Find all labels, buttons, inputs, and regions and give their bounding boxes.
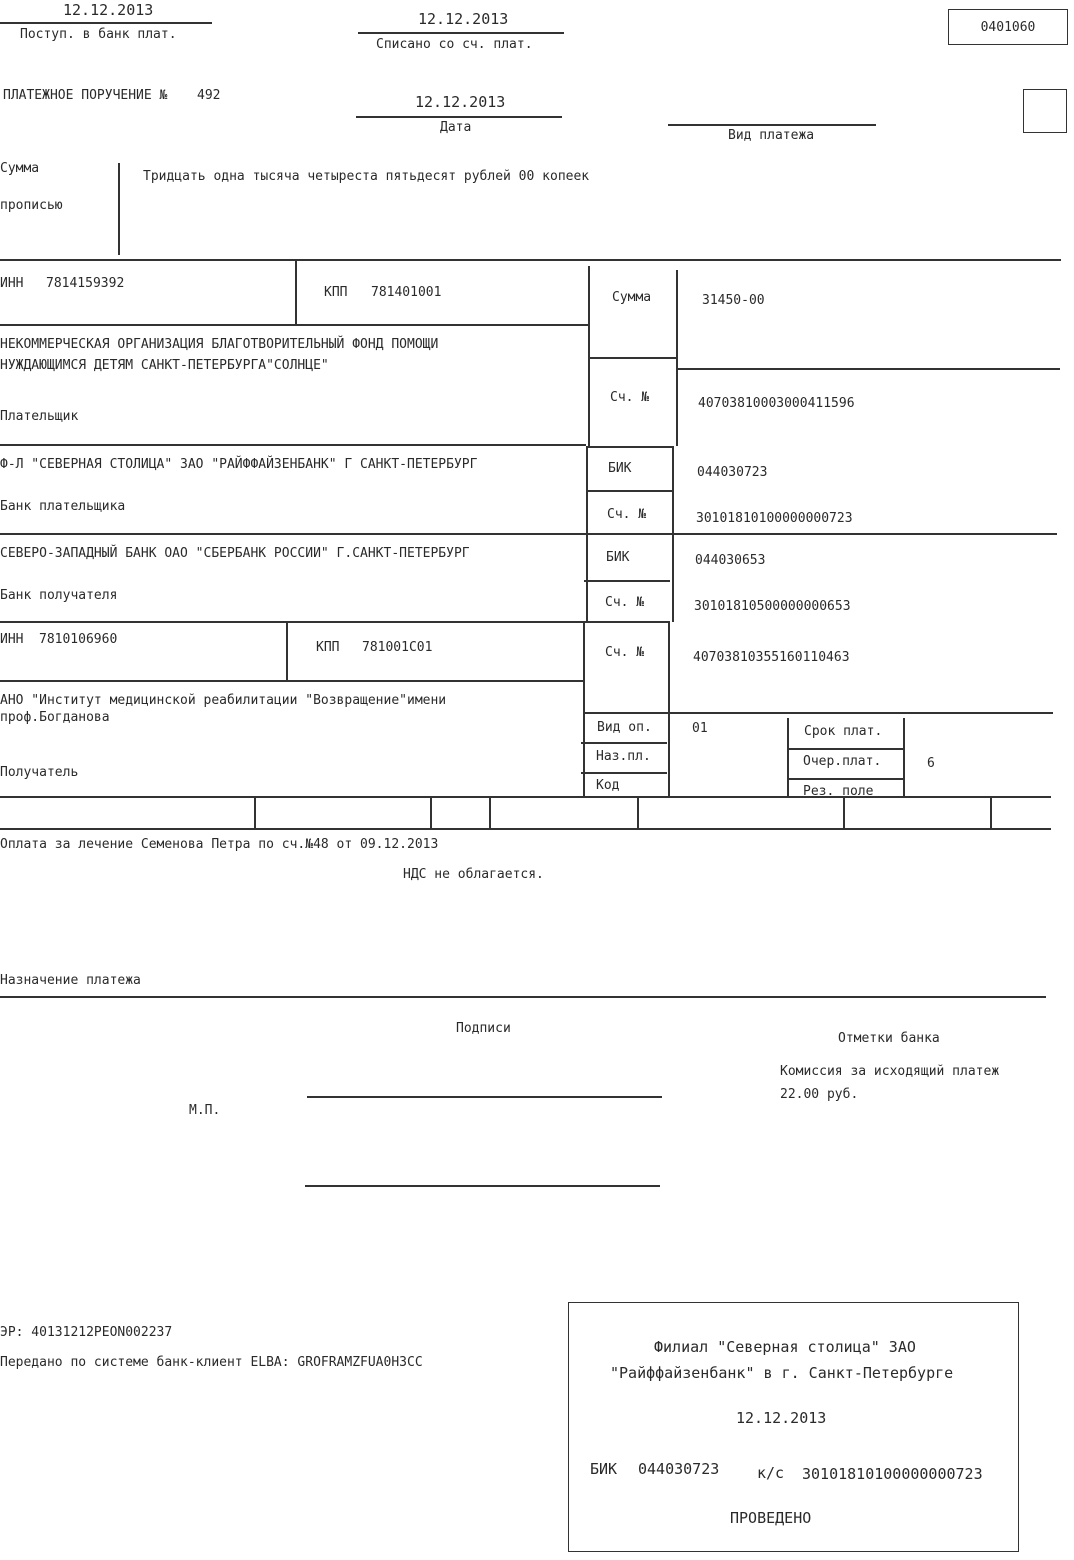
received-date: 12.12.2013 [63,1,154,19]
payer-inn-label: ИНН [0,276,24,291]
grid-line [430,796,432,828]
payee-name-line1: АНО "Институт медицинской реабилитации "Возвращение"имени [0,693,447,708]
payee-label: Получатель [0,765,79,780]
grid-line [583,712,1053,714]
payment-type-box [1023,89,1067,133]
commission-line2: 22.00 руб. [780,1087,859,1102]
payer-label: Плательщик [0,409,79,424]
bank-stamp-status: ПРОВЕДЕНО [730,1509,812,1527]
received-label: Поступ. в банк плат. [20,27,177,42]
grid-line [586,446,588,621]
due-label: Срок плат. [804,724,883,739]
payer-amount: 31450-00 [702,293,765,308]
bank-stamp-line2: "Райффайзенбанк" в г. Санкт-Петербурге [610,1364,954,1382]
signature-line-1 [307,1096,662,1098]
purpose-label: Назначение платежа [0,973,141,988]
payer-bank-bik: 044030723 [697,465,768,480]
order-number: 492 [197,88,221,103]
amount-words-text: Тридцать одна тысяча четыреста пятьдесят рублей 00 копеек [143,169,590,184]
grid-line [0,680,583,682]
grid-line [668,622,670,798]
payee-inn: 7810106960 [39,632,118,647]
payer-bank-account: 30101810100000000723 [696,511,853,526]
signatures-label: Подписи [456,1021,511,1036]
bank-stamp-bik-label: БИК [590,1460,618,1478]
commission-line1: Комиссия за исходящий платеж [780,1064,1000,1079]
payer-kpp: 781401001 [371,285,442,300]
grid-line [787,718,789,798]
payer-name-line1: НЕКОММЕРЧЕСКАЯ ОРГАНИЗАЦИЯ БЛАГОТВОРИТЕЛЬНЫЙ ФОНД ПОМОЩИ [0,337,439,352]
payer-amount-label: Сумма [612,290,652,305]
received-date-line [0,22,212,24]
payee-bank-bik: 044030653 [695,553,766,568]
stamp-label: М.П. [189,1103,221,1118]
grid-line [588,357,676,359]
bank-stamp-ks-label: к/с [757,1464,785,1482]
amount-words-label-2: прописью [0,198,63,213]
debited-date-line [358,32,564,34]
purpose-line1: Оплата за лечение Семенова Петра по сч.№48 от 09.12.2013 [0,837,439,852]
payee-account: 40703810355160110463 [693,650,850,665]
form-code-box [948,9,1068,45]
payee-bank-label: Банк получателя [0,588,118,603]
grid-line [584,580,670,582]
grid-line [581,742,667,744]
order-title: ПЛАТЕЖНОЕ ПОРУЧЕНИЕ № [3,88,168,103]
reserve-label: Рез. поле [803,784,874,799]
grid-line [788,778,904,780]
debited-label: Списано со сч. плат. [376,37,533,52]
grid-line [676,270,678,446]
purpose-line2: НДС не облагается. [403,867,544,882]
payee-account-label: Сч. № [605,645,645,660]
priority-label: Очер.плат. [803,754,882,769]
amount-words-label-1: Сумма [0,161,40,176]
payee-kpp: 781001C01 [362,640,433,655]
payer-name-line2: НУЖДАЮЩИМСЯ ДЕТЯМ САНКТ-ПЕТЕРБУРГА"СОЛНЦЕ" [0,358,329,373]
op-type-label: Вид оп. [597,720,652,735]
payer-bank-account-label: Сч. № [607,507,647,522]
bank-stamp-line1: Филиал "Северная столица" ЗАО [654,1338,916,1356]
grid-line [676,368,1060,370]
grid-line [254,796,256,828]
footer-ref: ЭР: 40131212PEON002237 [0,1325,173,1340]
payer-inn: 7814159392 [46,276,125,291]
footer-transfer: Передано по системе банк-клиент ELBA: GROFRAMZFUA0H3CC [0,1355,423,1370]
payment-type-line [668,124,876,126]
priority-value: 6 [927,756,935,771]
grid-line [843,796,845,828]
payee-bank-bik-label: БИК [606,550,630,565]
code-label: Код [596,778,620,793]
grid-line [0,621,670,623]
payee-kpp-label: КПП [316,640,340,655]
grid-line [672,446,674,622]
purpose-code-label: Наз.пл. [596,749,651,764]
payee-bank-name: СЕВЕРО-ЗАПАДНЫЙ БАНК ОАО "СБЕРБАНК РОССИИ" Г.САНКТ-ПЕТЕРБУРГ [0,546,470,561]
bank-marks-label: Отметки банка [838,1031,940,1046]
payer-account: 40703810003000411596 [698,396,855,411]
grid-line [903,718,905,798]
grid-line [0,533,1057,535]
payer-bank-label: Банк плательщика [0,499,126,514]
payee-name-line2: проф.Богданова [0,710,110,725]
payment-type-label: Вид платежа [728,128,815,143]
grid-line [581,772,667,774]
order-date: 12.12.2013 [415,93,506,111]
payer-account-label: Сч. № [610,390,650,405]
purpose-line [0,996,1046,998]
debited-date: 12.12.2013 [418,10,509,28]
form-code: 0401060 [980,19,1036,35]
grid-line [788,748,904,750]
payer-kpp-label: КПП [324,285,348,300]
order-date-line [356,116,562,118]
grid-line [0,444,586,446]
grid-line [0,828,1051,830]
payee-bank-account-label: Сч. № [605,595,645,610]
amount-words-divider [118,163,120,255]
signature-line-2 [305,1185,660,1187]
bank-stamp-date: 12.12.2013 [736,1409,827,1427]
bank-stamp-bik: 044030723 [638,1460,720,1478]
op-type: 01 [692,721,708,736]
grid-line [0,796,1051,798]
bank-stamp-ks: 30101810100000000723 [802,1465,983,1483]
grid-line [489,796,491,828]
order-date-label: Дата [440,120,472,135]
payee-inn-label: ИНН [0,632,24,647]
grid-line [0,259,1061,261]
payee-bank-account: 30101810500000000653 [694,599,851,614]
grid-line [295,259,297,324]
payer-bank-name: Ф-Л "СЕВЕРНАЯ СТОЛИЦА" ЗАО "РАЙФФАЙЗЕНБАНК" Г САНКТ-ПЕТЕРБУРГ [0,457,478,472]
grid-line [586,490,672,492]
grid-line [637,796,639,828]
grid-line [588,266,590,446]
grid-line [0,324,588,326]
grid-line [990,796,992,828]
payer-bank-bik-label: БИК [608,461,632,476]
grid-line [583,621,585,797]
grid-line [286,621,288,680]
grid-line [586,446,674,448]
